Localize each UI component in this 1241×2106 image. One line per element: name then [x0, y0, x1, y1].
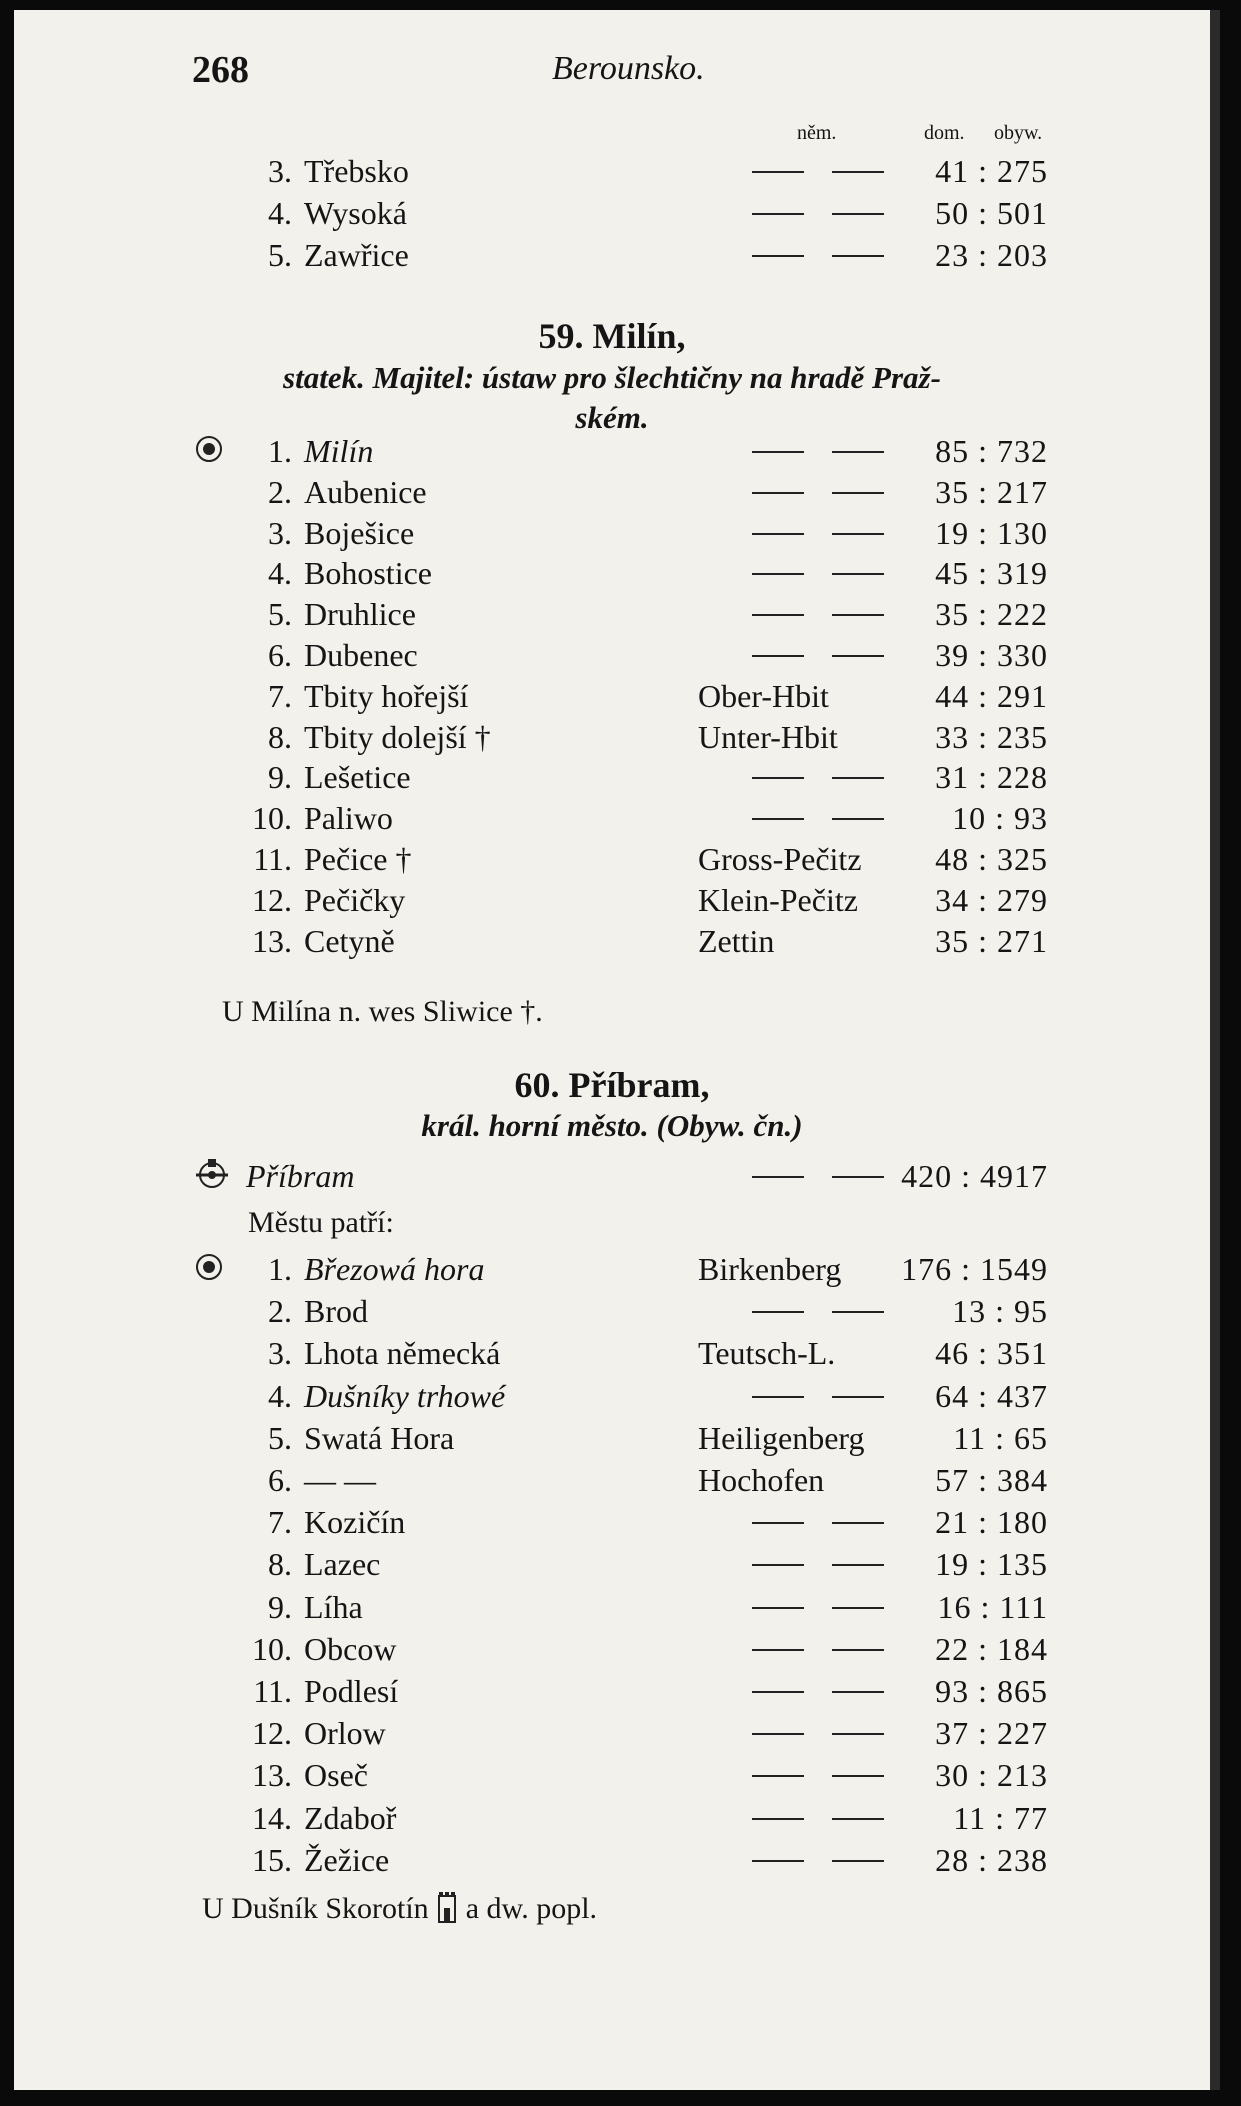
row-number: 6. — [268, 1462, 292, 1498]
row-number: 3. — [268, 1335, 292, 1372]
place-name: Cetyně — [304, 922, 395, 959]
house-population: 35 : 222 — [935, 596, 1048, 633]
place-name: Druhlice — [304, 596, 416, 633]
house-population: 50 : 501 — [935, 195, 1048, 231]
tower-icon — [436, 1890, 458, 1932]
population: 217 — [997, 473, 1048, 510]
house-population: 176 : 1549 — [901, 1251, 1048, 1287]
population: 184 — [997, 1630, 1048, 1667]
population: 732 — [997, 433, 1048, 469]
house-count: 50 — [935, 195, 970, 231]
house-population: 46 : 351 — [935, 1335, 1048, 1372]
row-number: 7. — [268, 677, 292, 714]
table-row — [14, 838, 1210, 880]
population: 325 — [997, 841, 1048, 877]
dash — [752, 1176, 804, 1178]
house-count: 33 — [935, 718, 970, 755]
population: 213 — [997, 1757, 1048, 1794]
col-head-obyw: obyw. — [994, 122, 1043, 144]
table-row — [14, 1586, 1210, 1628]
german-name: Unter-Hbit — [698, 718, 838, 755]
house-population: 23 : 203 — [935, 237, 1048, 273]
dash — [752, 1649, 804, 1651]
house-count: 46 — [935, 1335, 970, 1372]
house-count: 35 — [935, 596, 970, 633]
house-count: 30 — [935, 1757, 970, 1794]
row-number: 13. — [252, 922, 292, 959]
population: 93 — [1014, 800, 1048, 837]
house-population: 30 : 213 — [935, 1757, 1048, 1794]
row-number: 2. — [268, 1293, 292, 1330]
table-row — [14, 471, 1210, 513]
row-number: 3. — [268, 153, 292, 189]
house-population: 19 : 130 — [935, 514, 1048, 551]
row-number: 10. — [252, 800, 292, 837]
house-count: 23 — [935, 237, 970, 273]
house-count: 13 — [952, 1293, 987, 1330]
table-row — [14, 593, 1210, 635]
house-population: 11 : 77 — [953, 1799, 1048, 1836]
dash — [752, 777, 804, 779]
footnote-text: U Dušník Skorotín — [202, 1891, 429, 1925]
house-population: 85 : 732 — [935, 433, 1048, 469]
row-number: 1. — [268, 433, 292, 469]
german-name: Teutsch-L. — [698, 1335, 836, 1372]
place-name: Bohostice — [304, 555, 432, 592]
house-count: 10 — [952, 800, 987, 837]
table-row — [14, 234, 1210, 276]
house-count: 37 — [935, 1715, 970, 1752]
row-number: 4. — [268, 1377, 292, 1414]
house-count: 22 — [935, 1630, 970, 1667]
table-row — [14, 756, 1210, 798]
house-population: 48 : 325 — [935, 841, 1048, 877]
table-row — [14, 1712, 1210, 1754]
row-number: 1. — [268, 1251, 292, 1287]
house-population: 93 : 865 — [935, 1673, 1048, 1709]
place-name: Lešetice — [304, 759, 411, 796]
table-row — [14, 634, 1210, 676]
table-row — [14, 1332, 1210, 1374]
population: 111 — [999, 1588, 1048, 1625]
house-count: 44 — [935, 677, 970, 714]
dash — [752, 171, 804, 173]
house-population: 10 : 93 — [952, 800, 1048, 837]
population: 180 — [997, 1504, 1048, 1541]
dash — [752, 451, 804, 453]
house-population: 22 : 184 — [935, 1630, 1048, 1667]
population: 865 — [997, 1673, 1048, 1709]
house-count: 34 — [935, 881, 970, 918]
population: 384 — [997, 1462, 1048, 1498]
mestu-patri: Městu patří: — [248, 1206, 394, 1239]
dash — [752, 255, 804, 257]
place-name: Brod — [304, 1293, 368, 1330]
row-number: 9. — [268, 1588, 292, 1625]
col-head-dom: dom. — [924, 122, 965, 144]
house-count: 28 — [935, 1841, 970, 1878]
place-name: Oseč — [304, 1757, 368, 1794]
dash — [752, 655, 804, 657]
place-name: Lazec — [304, 1546, 381, 1583]
house-count: 39 — [935, 637, 970, 673]
row-number: 6. — [268, 637, 292, 673]
house-population: 28 : 238 — [935, 1841, 1048, 1878]
castle-icon — [192, 1153, 232, 1207]
place-name: Wysoká — [304, 195, 407, 231]
dash — [752, 1564, 804, 1566]
house-count: 21 — [935, 1504, 970, 1541]
house-count: 19 — [935, 514, 970, 551]
place-name: Tbity hořejší — [304, 677, 469, 714]
dash — [752, 1311, 804, 1313]
row-number: 9. — [268, 759, 292, 796]
row-number: 11. — [253, 841, 292, 877]
house-population: 37 : 227 — [935, 1715, 1048, 1752]
house-count: 35 — [935, 473, 970, 510]
population: 203 — [997, 237, 1048, 273]
table-row — [14, 1375, 1210, 1417]
house-population: 16 : 111 — [937, 1588, 1048, 1625]
house-count: 57 — [935, 1462, 970, 1498]
row-number: 10. — [252, 1630, 292, 1667]
place-name: Březowá hora — [304, 1251, 485, 1287]
house-count: 48 — [935, 841, 970, 877]
place-name: Zdaboř — [304, 1799, 397, 1836]
house-population: 41 : 275 — [935, 153, 1048, 189]
population: 319 — [997, 555, 1048, 592]
german-name: Zettin — [698, 922, 775, 959]
population: 275 — [997, 153, 1048, 189]
population: 130 — [997, 514, 1048, 551]
house-count: 35 — [935, 922, 970, 959]
house-population: 19 : 135 — [935, 1546, 1048, 1583]
table-row — [14, 920, 1210, 962]
dash — [752, 213, 804, 215]
dash — [752, 492, 804, 494]
place-name: Orlow — [304, 1715, 386, 1752]
german-name: Hochofen — [698, 1462, 825, 1498]
population: 238 — [997, 1841, 1048, 1878]
place-name: Tbity dolejší † — [304, 718, 491, 755]
dash — [752, 1860, 804, 1862]
place-name: Pečičky — [304, 881, 406, 918]
row-number: 8. — [268, 1546, 292, 1583]
table-row — [14, 879, 1210, 921]
pribram-values: 420 : 4917 — [901, 1158, 1048, 1194]
table-row — [14, 675, 1210, 717]
dash — [752, 1607, 804, 1609]
german-name: Klein-Pečitz — [698, 881, 858, 918]
house-population: 21 : 180 — [935, 1504, 1048, 1541]
house-count: 45 — [935, 555, 970, 592]
dash — [752, 614, 804, 616]
section-59-note: U Milína n. wes Sliwice †. — [222, 995, 543, 1028]
pribram-row — [14, 1155, 1210, 1197]
german-name: Ober-Hbit — [698, 677, 829, 714]
row-number: 4. — [268, 555, 292, 592]
house-count: 19 — [935, 1546, 970, 1583]
row-number: 15. — [252, 1841, 292, 1878]
house-population: 35 : 271 — [935, 922, 1048, 959]
population: 65 — [1014, 1419, 1048, 1456]
table-row — [14, 1501, 1210, 1543]
row-number: 7. — [268, 1504, 292, 1541]
table-row — [14, 192, 1210, 234]
dash — [752, 1396, 804, 1398]
table-row — [14, 716, 1210, 758]
row-number: 3. — [268, 514, 292, 551]
house-population: 45 : 319 — [935, 555, 1048, 592]
table-row — [14, 1248, 1210, 1290]
place-name: Milín — [304, 433, 374, 469]
page-header — [14, 48, 1210, 98]
population: 437 — [997, 1377, 1048, 1414]
table-row — [14, 1628, 1210, 1670]
running-title: Berounsko. — [552, 50, 705, 87]
row-number: 8. — [268, 718, 292, 755]
table-row — [14, 1417, 1210, 1459]
population: 351 — [997, 1335, 1048, 1372]
table-row — [14, 1290, 1210, 1332]
table-row — [14, 1543, 1210, 1585]
house-population: 11 : 65 — [953, 1419, 1048, 1456]
population: 227 — [997, 1715, 1048, 1752]
section-59-heading: 59. Milín, — [538, 316, 686, 356]
place-name: Dušníky trhowé — [304, 1377, 506, 1414]
house-population: 33 : 235 — [935, 718, 1048, 755]
row-number: 5. — [268, 1419, 292, 1456]
house-count: 11 — [953, 1799, 987, 1836]
book-page — [14, 10, 1220, 2090]
row-number: 11. — [253, 1673, 292, 1709]
table-row — [14, 512, 1210, 554]
german-name: Gross-Pečitz — [698, 841, 862, 877]
table-row — [14, 150, 1210, 192]
population: 271 — [997, 922, 1048, 959]
place-name: Swatá Hora — [304, 1419, 455, 1456]
place-name: Podlesí — [304, 1673, 399, 1709]
house-population: 39 : 330 — [935, 637, 1048, 673]
population: 235 — [997, 718, 1048, 755]
pribram-name: Příbram — [246, 1158, 355, 1194]
table-row — [14, 1754, 1210, 1796]
house-count: 64 — [935, 1377, 970, 1414]
population: 501 — [997, 195, 1048, 231]
house-count: 85 — [935, 433, 970, 469]
row-number: 13. — [252, 1757, 292, 1794]
row-number: 2. — [268, 473, 292, 510]
section-59-subtitle-cont: ském. — [575, 400, 649, 435]
house-population: 44 : 291 — [935, 677, 1048, 714]
german-name: Birkenberg — [698, 1251, 842, 1287]
section-59-subtitle: statek. Majitel: ústaw pro šlechtičny na hradě Praž- — [283, 360, 941, 395]
dash — [752, 1818, 804, 1820]
table-row — [14, 552, 1210, 594]
row-number: 14. — [252, 1799, 292, 1836]
house-count: 93 — [935, 1673, 970, 1709]
table-row — [14, 797, 1210, 839]
place-name: Líha — [304, 1588, 363, 1625]
place-name: Zawřice — [304, 237, 409, 273]
place-name: Boješice — [304, 514, 415, 551]
col-head-nem: něm. — [797, 122, 837, 144]
row-number: 5. — [268, 596, 292, 633]
house-count: 16 — [937, 1588, 972, 1625]
population: 222 — [997, 596, 1048, 633]
dash — [752, 818, 804, 820]
house-count: 31 — [935, 759, 970, 796]
population: 279 — [997, 881, 1048, 918]
population: 330 — [997, 637, 1048, 673]
house-count: 176 — [901, 1251, 953, 1287]
place-name: Žežice — [304, 1841, 390, 1878]
dash — [752, 1775, 804, 1777]
population: 135 — [997, 1546, 1048, 1583]
place-name: Třebsko — [304, 153, 409, 189]
row-number: 12. — [252, 881, 292, 918]
dash — [752, 573, 804, 575]
population: 228 — [997, 759, 1048, 796]
house-count: 41 — [935, 153, 970, 189]
section-60-subtitle: král. horní město. (Obyw. čn.) — [421, 1108, 803, 1143]
place-name: Lhota německá — [304, 1335, 501, 1372]
row-number: 5. — [268, 237, 292, 273]
place-name: Kozičín — [304, 1504, 406, 1541]
house-population: 35 : 217 — [935, 473, 1048, 510]
dash — [752, 1691, 804, 1693]
dash — [752, 533, 804, 535]
house-population: 13 : 95 — [952, 1293, 1048, 1330]
footnote-tail: a dw. popl. — [465, 1891, 598, 1925]
house-population: 64 : 437 — [935, 1377, 1048, 1414]
house-population: 57 : 384 — [935, 1462, 1048, 1498]
place-name: — — — [304, 1462, 376, 1498]
house-population: 34 : 279 — [935, 881, 1048, 918]
population: 291 — [997, 677, 1048, 714]
population: 77 — [1014, 1799, 1048, 1836]
dash — [752, 1522, 804, 1524]
place-name: Dubenec — [304, 637, 418, 673]
table-row — [14, 1670, 1210, 1712]
table-row — [14, 1797, 1210, 1839]
page-number: 268 — [192, 49, 249, 91]
population: 1549 — [980, 1251, 1048, 1287]
population: 95 — [1014, 1293, 1048, 1330]
place-name: Obcow — [304, 1630, 397, 1667]
place-name: Paliwo — [304, 800, 393, 837]
house-count: 11 — [953, 1419, 987, 1456]
row-number: 4. — [268, 195, 292, 231]
table-row — [14, 1839, 1210, 1881]
place-name: Pečice † — [304, 841, 412, 877]
table-row — [14, 1459, 1210, 1501]
dash — [752, 1733, 804, 1735]
table-row — [14, 430, 1210, 472]
section-60-heading: 60. Příbram, — [514, 1065, 710, 1105]
german-name: Heiligenberg — [698, 1419, 865, 1456]
row-number: 12. — [252, 1715, 292, 1752]
footnote — [202, 1890, 597, 1932]
house-population: 31 : 228 — [935, 759, 1048, 796]
place-name: Aubenice — [304, 473, 427, 510]
